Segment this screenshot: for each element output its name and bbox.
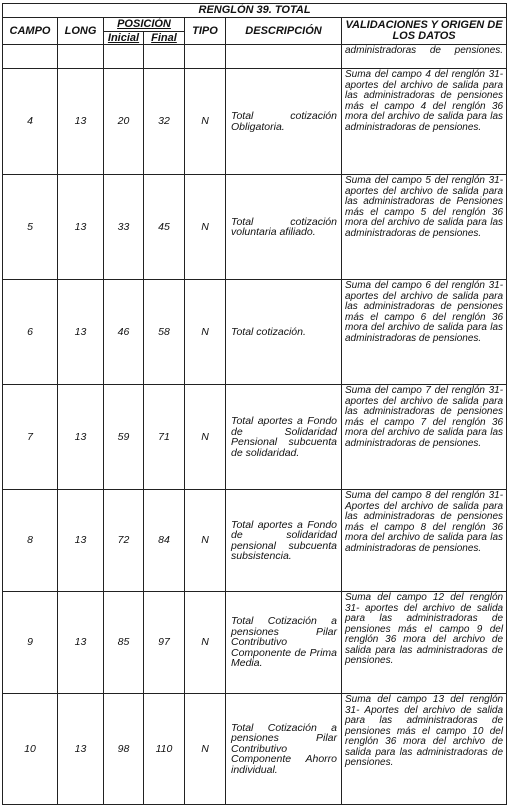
descripcion-cell: Total cotización. [226,280,342,385]
descripcion-cell: Total Cotización a pensiones Pilar Contributivo Componente de Prima Media. [226,592,342,694]
tipo-cell: N [185,385,226,490]
campo-cell: 4 [3,69,58,175]
inicial-cell: 98 [104,694,144,805]
final-cell: 97 [144,592,185,694]
inicial-cell: 59 [104,385,144,490]
descripcion-cell: Total cotización voluntaria afiliado. [226,175,342,280]
table-row [3,694,507,805]
validacion-cell: Suma del campo 12 del renglón 31- aportes del archivo de salida para las administradoras de pensiones más el campo 9 del renglón 36 mora del archivo de salida para las administradoras de pensiones. [342,592,507,694]
campo-cell: 7 [3,385,58,490]
campo-cell: 5 [3,175,58,280]
validacion-cell: Suma del campo 5 del renglón 31- aportes del archivo de salida para las administradoras de Pensiones más el campo 5 del renglón 36 mora del archivo de salida para las administradoras de pensiones. [342,175,507,280]
tipo-cell: N [185,175,226,280]
inicial-cell: 33 [104,175,144,280]
header-tipo: TIPO [185,18,226,45]
tipo-cell: N [185,694,226,805]
table-row [3,592,507,694]
tipo-cell: N [185,69,226,175]
campo-cell: 10 [3,694,58,805]
final-cell: 110 [144,694,185,805]
inicial-cell: 72 [104,490,144,592]
table-row [3,280,507,385]
inicial-cell: 46 [104,280,144,385]
validacion-cell: Suma del campo 8 del renglón 31- Aportes del archivo de salida para las administradoras de pensiones más el campo 8 del renglón 36 mora del archivo de salida para las administradoras de pensiones. [342,490,507,592]
final-cell: 45 [144,175,185,280]
validacion-cell: Suma del campo 13 del renglón 31- Aportes del archivo de salida para las administradoras de pensiones más el campo 10 del renglón 36 mora del archivo de salida para las administradoras de pensiones. [342,694,507,805]
long-cell: 13 [58,694,104,805]
header-final: Final [144,32,185,45]
descripcion-cell: Total Cotización a pensiones Pilar Contributivo Componente Ahorro individual. [226,694,342,805]
descripcion-cell: Total aportes a Fondo de solidaridad pensional subcuenta subsistencia. [226,490,342,592]
continuation-row [3,45,507,69]
validacion-cell: Suma del campo 6 del renglón 31- aportes del archivo de salida para las administradoras de pensiones más el campo 6 del renglón 36 mora del archivo de salida para las administradoras de pensiones. [342,280,507,385]
table-row [3,385,507,490]
long-cell: 13 [58,385,104,490]
descripcion-cell: Total cotización Obligatoria. [226,69,342,175]
long-cell: 13 [58,175,104,280]
header-campo: CAMPO [3,18,58,45]
long-cell: 13 [58,69,104,175]
final-cell: 71 [144,385,185,490]
table-row [3,490,507,592]
header-posicion: POSICIÓN [104,18,185,32]
table-title: RENGLÓN 39. TOTAL [3,4,507,18]
document-page [2,3,506,805]
header-validaciones: VALIDACIONES Y ORIGEN DE LOS DATOS [342,18,507,45]
continuation-text: administradoras de pensiones. [342,45,507,69]
inicial-cell: 20 [104,69,144,175]
table-row [3,175,507,280]
inicial-cell: 85 [104,592,144,694]
campo-cell: 8 [3,490,58,592]
validacion-cell: Suma del campo 7 del renglón 31- aportes del archivo de salida para las administradoras de pensiones más el campo 7 del renglón 36 mora del archivo de salida para las administradoras de pensiones. [342,385,507,490]
validacion-cell: Suma del campo 4 del renglón 31- aportes del archivo de salida para las administradoras de pensiones más el campo 4 del renglón 36 mora del archivo de salida para las administradoras de pensiones. [342,69,507,175]
header-descripcion: DESCRIPCIÓN [226,18,342,45]
tipo-cell: N [185,592,226,694]
tipo-cell: N [185,490,226,592]
descripcion-cell: Total aportes a Fondo de Solidaridad Pensional subcuenta de solidaridad. [226,385,342,490]
final-cell: 32 [144,69,185,175]
long-cell: 13 [58,280,104,385]
long-cell: 13 [58,490,104,592]
campo-cell: 6 [3,280,58,385]
field-spec-table [2,3,507,805]
campo-cell: 9 [3,592,58,694]
header-inicial: Inicial [104,32,144,45]
final-cell: 84 [144,490,185,592]
tipo-cell: N [185,280,226,385]
table-row [3,69,507,175]
final-cell: 58 [144,280,185,385]
header-long: LONG [58,18,104,45]
long-cell: 13 [58,592,104,694]
